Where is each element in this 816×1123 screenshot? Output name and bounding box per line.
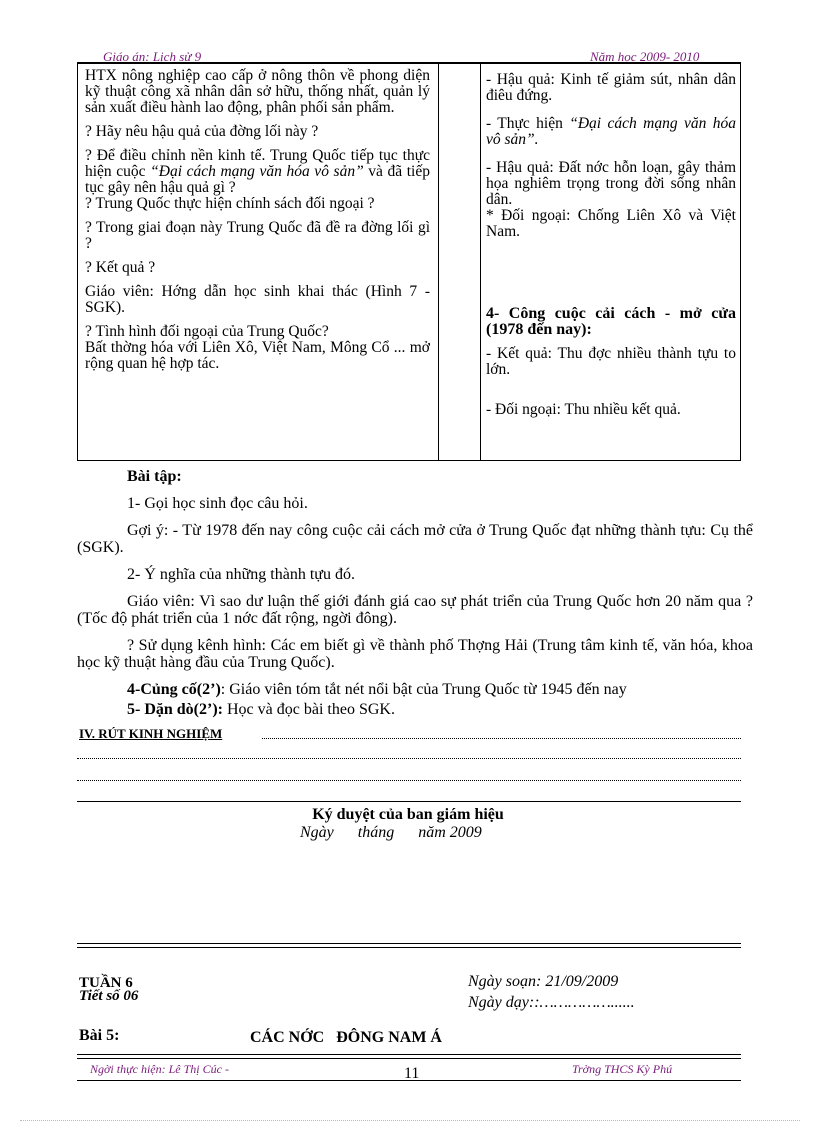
question: ? Để điều chỉnh nền kinh tế. Trung Quốc tiếp tục thực hiện cuộc “Đại cách mạng văn hóa vô sản” và đã tiếp tục gây nên hậu quả gì ? (85, 147, 430, 196)
period-label: Tiết số 06 (79, 988, 139, 1004)
text-paragraph: Giáo viên: Hớng dẫn học sinh khai thác (Hình 7 - SGK). (85, 283, 430, 316)
page-edge-dots (20, 1120, 800, 1121)
exercise-note: Giáo viên: Vì sao dư luận thế giới đánh giá cao sự phát triển của Trung Quốc hơn 20 năm qua ? (Tốc độ phát triển của 1 nớc đất rộng, ngời đông). (77, 593, 753, 627)
footer-school: Trờng THCS Kỳ Phú (572, 1062, 673, 1076)
question: ? Hãy nêu hậu quả của đờng lối này ? (85, 123, 319, 140)
exercise-title: Bài tập: (127, 468, 182, 485)
lesson-table (77, 63, 741, 461)
dotted-line (262, 738, 741, 739)
exercise-note: ? Sử dụng kênh hình: Các em biết gì về thành phố Thợng Hải (Trung tâm kinh tế, văn hóa, khoa học kỹ thuật hàng đầu của Trung Quốc). (77, 637, 753, 671)
week-label: TUẦN 6 (79, 975, 133, 991)
consolidation: 4-Củng cố(2’): Giáo viên tóm tắt nét nổi bật của Trung Quốc từ 1945 đến nay (127, 681, 627, 698)
teaching-date: Ngày dạy::……………...... (468, 994, 635, 1011)
text-paragraph: - Thực hiện “Đại cách mạng văn hóa vô sản”. (486, 115, 736, 148)
experience-heading: IV. RÚT KINH NGHIỆM (79, 726, 223, 741)
divider (77, 801, 741, 802)
text-paragraph: HTX nông nghiệp cao cấp ở nông thôn về phong diện kỹ thuật công xã nhân dân sở hữu, thống nhất, quản lý sản xuất điều hành lao động, phân phối sản phẩm. (85, 67, 430, 116)
question: ? Tình hình đối ngoại của Trung Quốc? (85, 323, 329, 340)
column-divider (438, 64, 439, 460)
question: ? Trong giai đoạn này Trung Quốc đã đề ra đờng lối gì ? (85, 219, 430, 252)
text-paragraph: * Đối ngoại: Chống Liên Xô và Việt Nam. (486, 207, 736, 240)
dotted-line (77, 758, 741, 759)
prepared-date: Ngày soạn: 21/09/2009 (468, 973, 619, 990)
approval-title: Ký duyệt của ban giám hiệu (312, 806, 504, 823)
text-paragraph: - Kết quả: Thu đợc nhiều thành tựu to lớn. (486, 345, 736, 378)
double-rule (77, 1054, 741, 1059)
exercise-section (77, 468, 753, 718)
text-paragraph: - Hậu quả: Kinh tế giảm sút, nhân dân điêu đứng. (486, 71, 736, 104)
text-paragraph: Bất thờng hóa với Liên Xô, Việt Nam, Mông Cổ ... mở rộng quan hệ hợp tác. (85, 339, 430, 372)
column-divider (480, 64, 481, 460)
exercise-item: 2- Ý nghĩa của những thành tựu đó. (127, 566, 355, 583)
footer-rule (77, 1080, 741, 1081)
header-school-year: Năm học 2009- 2010 (590, 49, 700, 64)
section-heading: 4- Công cuộc cải cách - mở cửa (1978 đến nay): (486, 305, 736, 338)
page-number: 11 (404, 1065, 420, 1082)
dotted-line (77, 780, 741, 781)
exercise-hint: Gợi ý: - Từ 1978 đến nay công cuộc cải cách mở cửa ở Trung Quốc đạt những thành tựu: Cụ thể (SGK). (77, 522, 753, 556)
double-rule (77, 943, 741, 948)
question: ? Trung Quốc thực hiện chính sách đối ngoại ? (85, 195, 375, 212)
lesson-label: Bài 5: (79, 1027, 120, 1044)
question: ? Kết quả ? (85, 259, 156, 276)
text-paragraph: - Đối ngoại: Thu nhiều kết quả. (486, 401, 681, 418)
homework: 5- Dặn dò(2’): Học và đọc bài theo SGK. (127, 701, 395, 718)
footer-author: Ngời thực hiện: Lê Thị Cúc - (90, 1062, 229, 1076)
content-column (486, 72, 736, 426)
approval-date: Ngày tháng năm 2009 (300, 824, 482, 841)
lesson-title: CÁC NỚC ĐÔNG NAM Á (250, 1029, 442, 1046)
teacher-activity-column (85, 68, 430, 380)
text-paragraph: - Hậu quả: Đất nớc hỗn loạn, gây thảm họa nghiêm trọng trong đời sống nhân dân. (486, 159, 736, 208)
exercise-item: 1- Gọi học sinh đọc câu hỏi. (127, 495, 308, 512)
header-subject: Giáo án: Lịch sử 9 (103, 49, 202, 64)
